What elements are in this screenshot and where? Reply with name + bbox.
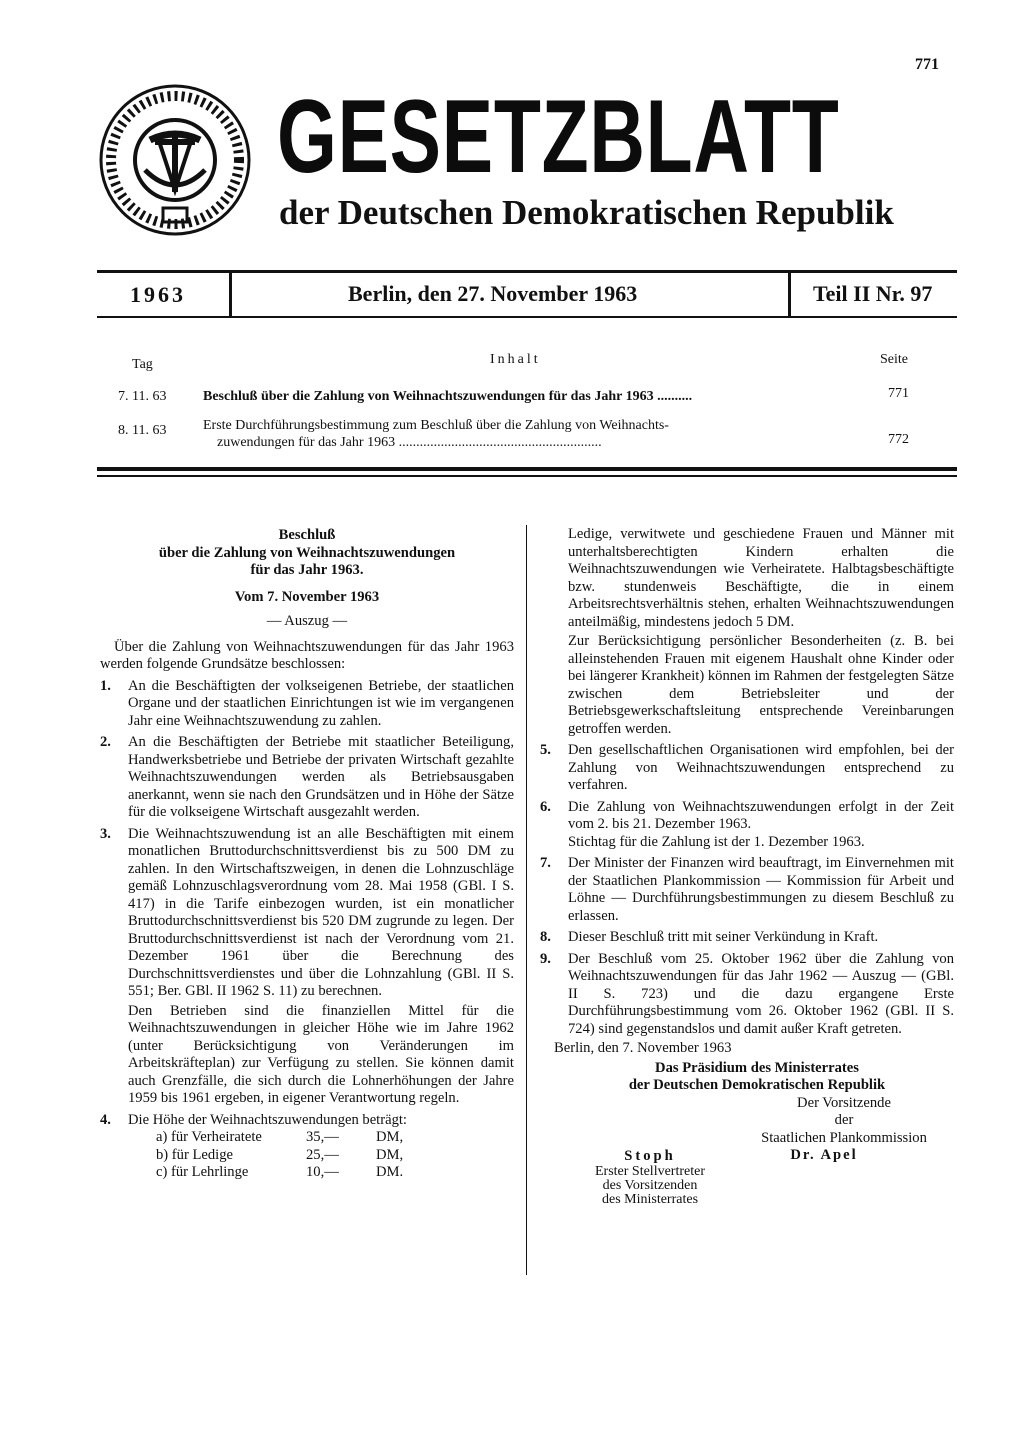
decree-title-line2: über die Zahlung von Weihnachtszuwendungen bbox=[158, 544, 456, 561]
left-column bbox=[100, 527, 514, 1182]
signoff-body-line1: Das Präsidium des Ministerrates bbox=[655, 1059, 859, 1076]
amount-value: 35,— bbox=[306, 1129, 339, 1145]
signature-right-title1: Der Vorsitzende bbox=[797, 1094, 891, 1111]
decree-item-9 bbox=[540, 951, 954, 1039]
toc-row-2-title-line1[interactable]: Erste Durchführungsbestimmung zum Beschluß über die Zahlung von Weihnachts- bbox=[203, 418, 669, 433]
toc-header-contents: Inhalt bbox=[490, 352, 541, 367]
signature-block bbox=[540, 1095, 954, 1215]
signature-left bbox=[560, 1148, 740, 1207]
item-number: 4. bbox=[100, 1111, 111, 1128]
amount-unit: DM. bbox=[376, 1164, 404, 1180]
signature-right-title2: der bbox=[834, 1112, 854, 1128]
signature-right-title3: Staatlichen Plankommission bbox=[761, 1129, 927, 1146]
decree-date: Vom 7. November 1963 bbox=[234, 588, 380, 605]
decree-item-1 bbox=[100, 678, 514, 731]
item-text: Der Minister der Finanzen wird beauftragt, im Einvernehmen mit der Staatlichen Plankommission — Kommission für Arbeit und Löhne — Durchführungsbestimmungen zu diesem Beschluß zu erlassen. bbox=[568, 855, 954, 924]
dateline-divider-left bbox=[229, 272, 232, 316]
amount-unit: DM, bbox=[376, 1129, 404, 1145]
decree-intro: Über die Zahlung von Weihnachtszuwendungen für das Jahr 1963 werden folgende Grundsätze beschlossen: bbox=[100, 638, 514, 672]
decree-item-3 bbox=[100, 826, 514, 1108]
dateline-top-rule bbox=[97, 270, 957, 273]
toc-header-day: Tag bbox=[132, 357, 153, 372]
decree-title-line3: für das Jahr 1963. bbox=[250, 562, 364, 578]
item-text: An die Beschäftigten der Betriebe mit staatlicher Beteiligung, Handwerksbetriebe und Betriebe der privaten Wirtschaft gezahlte Weihnachtszuwendungen werden als Betriebsausgaben anerkannt, wenn sie nach den Grundsätzen und in Höhe der Sätze für die volkseigene Wirtschaft ausgezahlt werden. bbox=[128, 734, 514, 820]
item-text: Die Höhe der Weihnachtszuwendungen beträgt: bbox=[128, 1111, 407, 1128]
toc-row-1-page: 771 bbox=[888, 386, 909, 401]
signoff-body-line2: der Deutschen Demokratischen Republik bbox=[628, 1077, 886, 1093]
decree-item-5 bbox=[540, 742, 954, 795]
page-number: 771 bbox=[915, 56, 939, 73]
decree-item-4 bbox=[100, 1112, 514, 1182]
item-text: Der Beschluß vom 25. Oktober 1962 über die Zahlung von Weihnachtszuwendungen für das Jahr 1962 — Auszug — (GBl. II S. 723) und die dazu ergangene Erste Durchführungsbestimmung vom 26. Oktober 1962 (GBl. II S. 724) sind gegenstandslos und damit außer Kraft getreten. bbox=[568, 950, 954, 1037]
decree-item-4-continued bbox=[540, 526, 954, 738]
dateline-bottom-rule bbox=[97, 316, 957, 318]
item-number: 8. bbox=[540, 929, 551, 945]
dateline-place-date: Berlin, den 27. November 1963 bbox=[348, 281, 638, 306]
dateline-divider-right bbox=[788, 272, 791, 316]
amount-label: c) für Lehrlinge bbox=[156, 1164, 249, 1180]
right-column bbox=[540, 526, 954, 1215]
item-number: 6. bbox=[540, 798, 551, 815]
toc-row-1-date: 7. 11. 63 bbox=[118, 389, 167, 404]
decree-title-line1: Beschluß bbox=[278, 527, 336, 543]
toc-row-1-title[interactable]: Beschluß über die Zahlung von Weihnachtszuwendungen für das Jahr 1963 .......... bbox=[203, 389, 693, 404]
item-number: 1. bbox=[100, 677, 111, 694]
amount-label: a) für Verheiratete bbox=[156, 1129, 262, 1145]
amount-value: 10,— bbox=[306, 1164, 339, 1180]
signature-left-title3: des Ministerrates bbox=[601, 1191, 699, 1207]
item-number: 9. bbox=[540, 950, 551, 967]
amount-row-single bbox=[156, 1147, 514, 1165]
amount-row-apprentice bbox=[156, 1164, 514, 1182]
item-number: 2. bbox=[100, 734, 111, 750]
item-text: Die Weihnachtszuwendung ist an alle Beschäftigten mit einem monatlichen Bruttodurchschnittsverdienst bis zu 500 DM zu zahlen. In den Wirtschaftszweigen, in denen die Lohnzuschläge gemäß Lohnzuschlagsverordnung vom 28. Mai 1958 (GBl. I S. 417) in die Tarife einbezogen wurden, ist ein monatlicher Bruttodurchschnittsverdienst bis 520 DM zugrunde zu legen. Der Bruttodurchschnittsverdienst ist nach der Verordnung vom 21. Dezember 1961 über die Berechnung des Durchschnittsverdienstes und über die Lohnzahlung (GBl. II S. 551; Ber. GBl. II 1962 S. 11) zu berechnen. bbox=[128, 825, 514, 999]
toc-bottom-rule-thick bbox=[97, 467, 957, 471]
toc-row-2-title-line2[interactable]: zuwendungen für das Jahr 1963 .......................................................... bbox=[217, 435, 602, 450]
item-text: Die Zahlung von Weihnachtszuwendungen erfolgt in der Zeit vom 2. bis 21. Dezember 1963. bbox=[568, 798, 954, 832]
signature-left-name: Stoph bbox=[624, 1147, 676, 1164]
decree-item-2 bbox=[100, 734, 514, 822]
dateline-part-number: Teil II Nr. 97 bbox=[813, 281, 933, 306]
item-number: 3. bbox=[100, 825, 111, 842]
item-text: Den gesellschaftlichen Organisationen wird empfohlen, bei der Zahlung von Weihnachtszuwendungen entsprechend zu verfahren. bbox=[568, 742, 954, 793]
signature-right-name: Dr. Apel bbox=[790, 1147, 858, 1163]
toc-row-2-date: 8. 11. 63 bbox=[118, 423, 167, 438]
amount-label: b) für Ledige bbox=[156, 1146, 233, 1163]
item-number: 7. bbox=[540, 855, 551, 871]
item-text: Ledige, verwitwete und geschiedene Frauen und Männer mit unterhaltsberechtigten Kindern erhalten die Weihnachtszuwendungen wie Verheiratete. Halbtagsbeschäftigte bzw. stundenweis Beschäftigte, die in einem Arbeitsrechtsverhältnis stehen, erhalten Weihnachtszuwendungen anteilmäßig, mindestens jedoch 5 DM. bbox=[568, 526, 954, 630]
signature-right bbox=[734, 1095, 954, 1165]
decree-item-6 bbox=[540, 799, 954, 852]
toc-header-page: Seite bbox=[880, 352, 908, 367]
amount-list bbox=[128, 1129, 514, 1182]
toc-row-2-page: 772 bbox=[888, 432, 909, 447]
signature-left-title2: des Vorsitzenden bbox=[602, 1177, 698, 1193]
item-text-continued: Zur Berücksichtigung persönlicher Besonderheiten (z. B. bei alleinstehenden Frauen mit eigenem Haushalt ohne Kinder oder bei längerer Krankheit) können im Rahmen der festgelegten Sätze zwischen dem Betriebsleiter und der Betriebsgewerkschaftsleitung entsprechende Vereinbarungen getroffen werden. bbox=[568, 633, 954, 737]
decree-item-7 bbox=[540, 855, 954, 925]
signoff-place-date: Berlin, den 7. November 1963 bbox=[554, 1040, 732, 1056]
masthead-subtitle: der Deutschen Demokratischen Republik bbox=[279, 193, 894, 232]
gdr-state-emblem-icon bbox=[95, 80, 255, 240]
decree-excerpt-label: — Auszug — bbox=[266, 613, 348, 629]
amount-value: 25,— bbox=[306, 1146, 339, 1163]
masthead-title: GESETZBLATT bbox=[277, 79, 840, 195]
dateline-year: 1963 bbox=[130, 282, 186, 307]
item-text: Dieser Beschluß tritt mit seiner Verkündung in Kraft. bbox=[568, 929, 879, 945]
item-text: An die Beschäftigten der volkseigenen Betriebe, der staatlichen Organe und der staatlichen Einrichtungen ist wie im vergangenen Jahr eine Weihnachtszuwendung zu zahlen. bbox=[128, 677, 514, 729]
toc-bottom-rule-thin bbox=[97, 475, 957, 477]
amount-unit: DM, bbox=[376, 1146, 404, 1163]
item-number: 5. bbox=[540, 742, 551, 758]
signature-left-title1: Erster Stellvertreter bbox=[594, 1163, 705, 1179]
item-text-continued: Stichtag für die Zahlung ist der 1. Dezember 1963. bbox=[568, 833, 865, 850]
column-divider bbox=[526, 525, 527, 1275]
amount-row-married bbox=[156, 1129, 514, 1147]
decree-item-8 bbox=[540, 929, 954, 947]
item-text-continued: Den Betrieben sind die finanziellen Mittel für die Weihnachtszuwendungen in gleicher Höhe wie im Jahre 1962 (unter Berücksichtigung von Veränderungen im Arbeitskräfteplan) zur Verfügung zu stellen. Sie können damit auch Grenzfälle, die sich durch die Lohnerhöhungen der Jahre 1959 bis 1961 ergeben, in eigener Verantwortung regeln. bbox=[128, 1002, 514, 1106]
